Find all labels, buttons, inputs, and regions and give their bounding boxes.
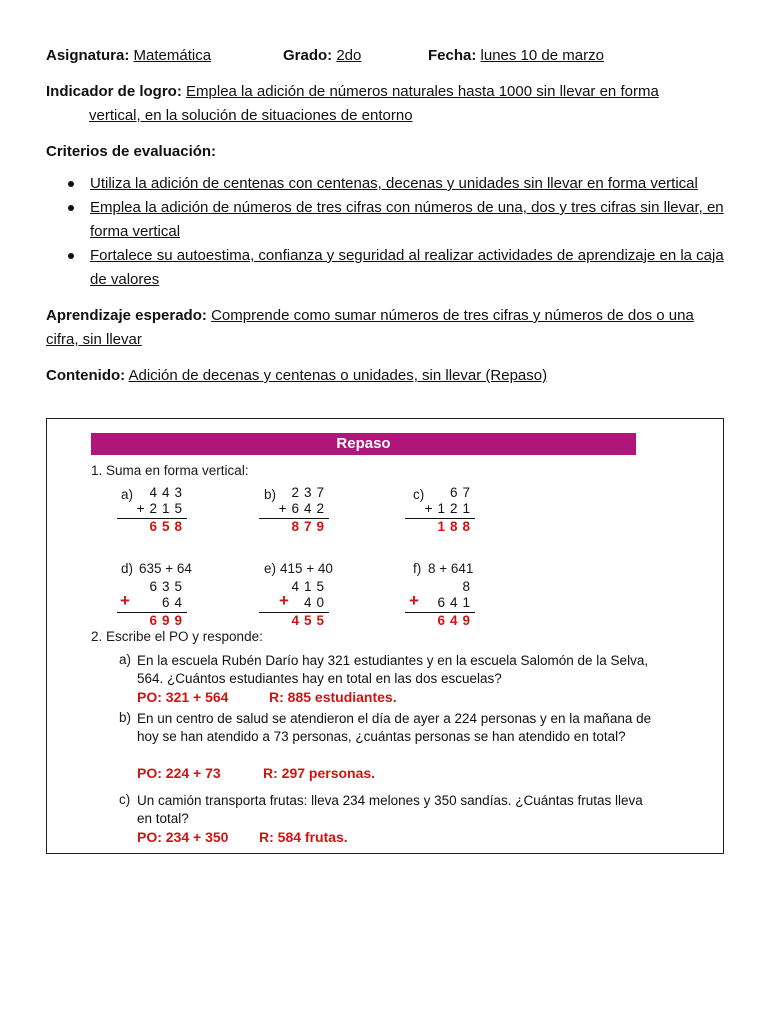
item-expression: 415 + 40 [280,561,333,576]
contenido-section [46,364,726,388]
date-field [428,44,604,68]
subject-value: Matemática [133,47,212,64]
plus-sign: + [279,591,289,610]
addend-top: 237 [291,485,329,500]
plus-sign: + [409,591,419,610]
addend-bottom: 64 [161,595,187,610]
problem-answer: R: 297 personas. [263,765,376,781]
contenido-label: Contenido: [46,367,126,384]
indicador-label: Indicador de logro: [46,83,182,100]
indicador-value-line2: vertical, en la solución de situaciones de entorno [89,107,413,124]
addend-bottom: +642 [278,501,329,516]
problem-answer: R: 584 frutas. [259,829,348,845]
grade-field [283,44,428,68]
addend-bottom: +215 [136,501,187,516]
indicador-section [46,80,726,128]
criterios-label: Criterios de evaluación: [46,143,217,160]
problem-po: PO: 321 + 564 [137,689,229,705]
sum-result: 188 [405,518,475,534]
sum-result: 879 [259,518,329,534]
repaso-worksheet-image [46,418,724,854]
problem-po: PO: 224 + 73 [137,765,221,781]
repaso-banner: Repaso [91,433,636,455]
list-item [46,172,726,196]
problem-text: En un centro de salud se atendieron el día de ayer a 224 personas y en la mañana de hoy se han atendido a 73 personas, ¿cuántas personas se han atendido en total? [137,711,652,744]
problem-label: c) [119,792,131,807]
date-label: Fecha: [428,47,477,64]
sum-result: 455 [259,612,329,628]
problem-label: b) [119,710,132,725]
item-label: b) [264,487,277,502]
grade-label: Grado: [283,47,333,64]
addend-top: 415 [291,579,329,594]
problem-po: PO: 234 + 350 [137,829,229,845]
subject-field [46,44,283,68]
problem-answer: R: 885 estudiantes. [269,689,397,705]
q1-heading: 1. Suma en forma vertical: [91,463,249,478]
problem-text: Un camión transporta frutas: lleva 234 melones y 350 sandías. ¿Cuántas frutas lleva en total? [137,793,643,826]
grade-value: 2do [336,47,362,64]
item-label: a) [121,487,134,502]
sum-result: 699 [117,612,187,628]
subject-label: Asignatura: [46,47,130,64]
aprendizaje-value: Comprende como sumar números de tres cifras y números de dos o una cifra, sin llevar [46,307,694,348]
list-item [46,196,726,244]
addend-bottom: +121 [424,501,475,516]
problem-text: En la escuela Rubén Darío hay 321 estudiantes y en la escuela Salomón de la Selva, 564. ¿Cuántos estudiantes hay en total en las dos escuelas? [137,653,649,686]
q2-heading: 2. Escribe el PO y responde: [91,629,263,644]
aprendizaje-section [46,304,726,352]
item-expression: 635 + 64 [139,561,192,576]
addend-top: 67 [449,485,475,500]
list-item [46,244,726,292]
sum-result: 649 [405,612,475,628]
criterio-text: Fortalece su autoestima, confianza y seguridad al realizar actividades de aprendizaje en la caja de valores [90,247,724,288]
addend-bottom: 40 [303,595,329,610]
aprendizaje-label: Aprendizaje esperado: [46,307,207,324]
addend-top: 8 [462,579,475,594]
addend-bottom: 641 [437,595,475,610]
item-label: c) [413,487,425,502]
indicador-value-line1: Emplea la adición de números naturales hasta 1000 sin llevar en forma [186,83,659,100]
item-label: e) [264,561,277,576]
item-expression: 8 + 641 [428,561,474,576]
criterios-list [46,172,726,292]
criterio-text: Emplea la adición de números de tres cifras con números de una, dos y tres cifras sin llevar, en forma vertical [90,199,724,240]
header-row [46,44,726,68]
plus-sign: + [120,591,130,610]
problem-label: a) [119,652,132,667]
item-label: d) [121,561,134,576]
sum-result: 658 [117,518,187,534]
document-body [46,44,726,400]
contenido-value: Adición de decenas y centenas o unidades, sin llevar (Repaso) [128,367,548,384]
addend-top: 443 [149,485,187,500]
criterio-text: Utiliza la adición de centenas con centenas, decenas y unidades sin llevar en forma vertical [90,175,698,192]
date-value: lunes 10 de marzo [480,47,604,64]
addend-top: 635 [149,579,187,594]
criterios-heading [46,140,726,164]
item-label: f) [413,561,422,576]
